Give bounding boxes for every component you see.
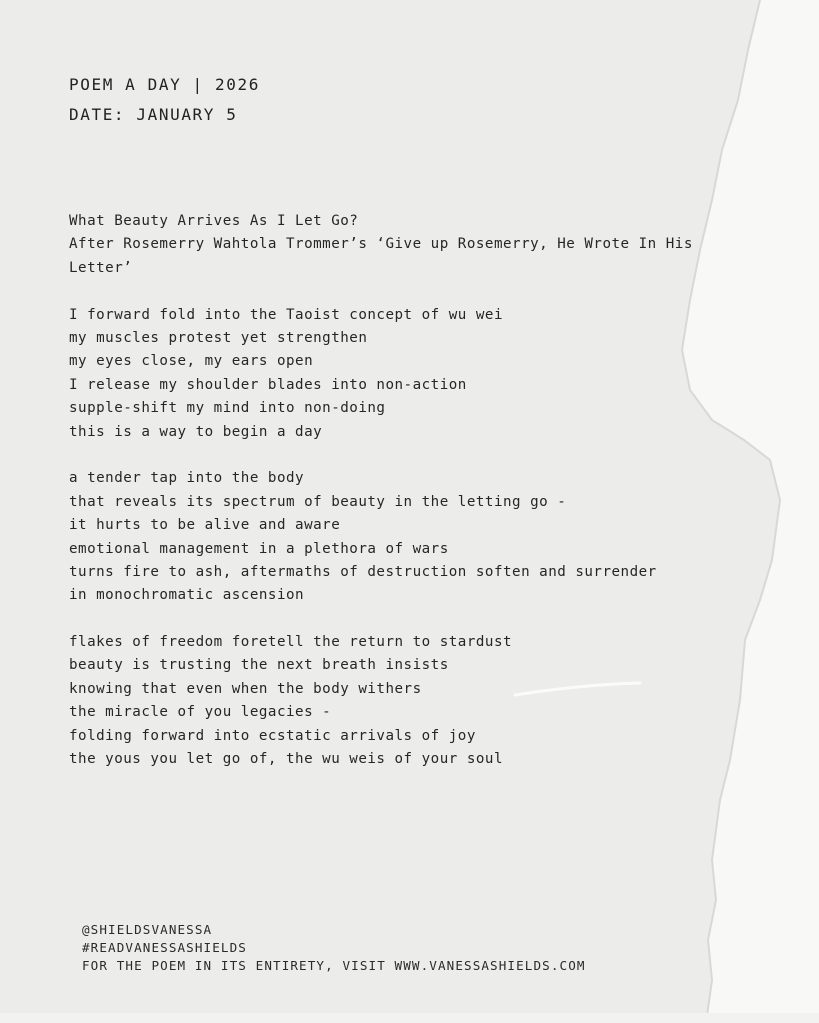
poem-line: knowing that even when the body withers [69,680,422,697]
date-label: DATE: JANUARY 5 [69,105,238,124]
website-note: FOR THE POEM IN ITS ENTIRETY, VISIT WWW.VANESSASHIELDS.COM [82,958,586,973]
poem-line: beauty is trusting the next breath insists [69,657,449,674]
poem-dedication: After Rosemerry Wahtola Trommer’s ‘Give up Rosemerry, He Wrote In His Letter’ [69,236,693,276]
poem-line: turns fire to ash, aftermaths of destruction soften and surrender [69,563,657,580]
poem-line: I release my shoulder blades into non-action [69,376,467,393]
poem-line: that reveals its spectrum of beauty in the letting go - [69,493,567,510]
hashtag: #READVANESSASHIELDS [82,940,247,955]
footer [82,921,586,975]
stanza-1 [69,304,759,444]
poem-line: the miracle of you legacies - [69,704,332,721]
poem-line: the yous you let go of, the wu weis of your soul [69,751,503,768]
poem-line: this is a way to begin a day [69,423,323,440]
poem-line: I forward fold into the Taoist concept of wu wei [69,306,503,323]
poem-line: a tender tap into the body [69,470,305,487]
stanza-3 [69,631,759,771]
stanza-2 [69,467,759,607]
poem-line: emotional management in a plethora of wars [69,540,449,557]
poem [69,210,759,771]
series-label: POEM A DAY | 2026 [69,75,260,94]
poem-line: folding forward into ecstatic arrivals of joy [69,727,476,744]
poem-line: my muscles protest yet strengthen [69,329,368,346]
poem-line: it hurts to be alive and aware [69,517,341,534]
header [69,70,260,130]
poem-line: flakes of freedom foretell the return to stardust [69,634,513,651]
poem-line: supple-shift my mind into non-doing [69,400,386,417]
poem-line: in monochromatic ascension [69,587,305,604]
social-handle: @SHIELDSVANESSA [82,922,213,937]
poem-title: What Beauty Arrives As I Let Go? [69,213,359,229]
poem-line: my eyes close, my ears open [69,353,314,370]
